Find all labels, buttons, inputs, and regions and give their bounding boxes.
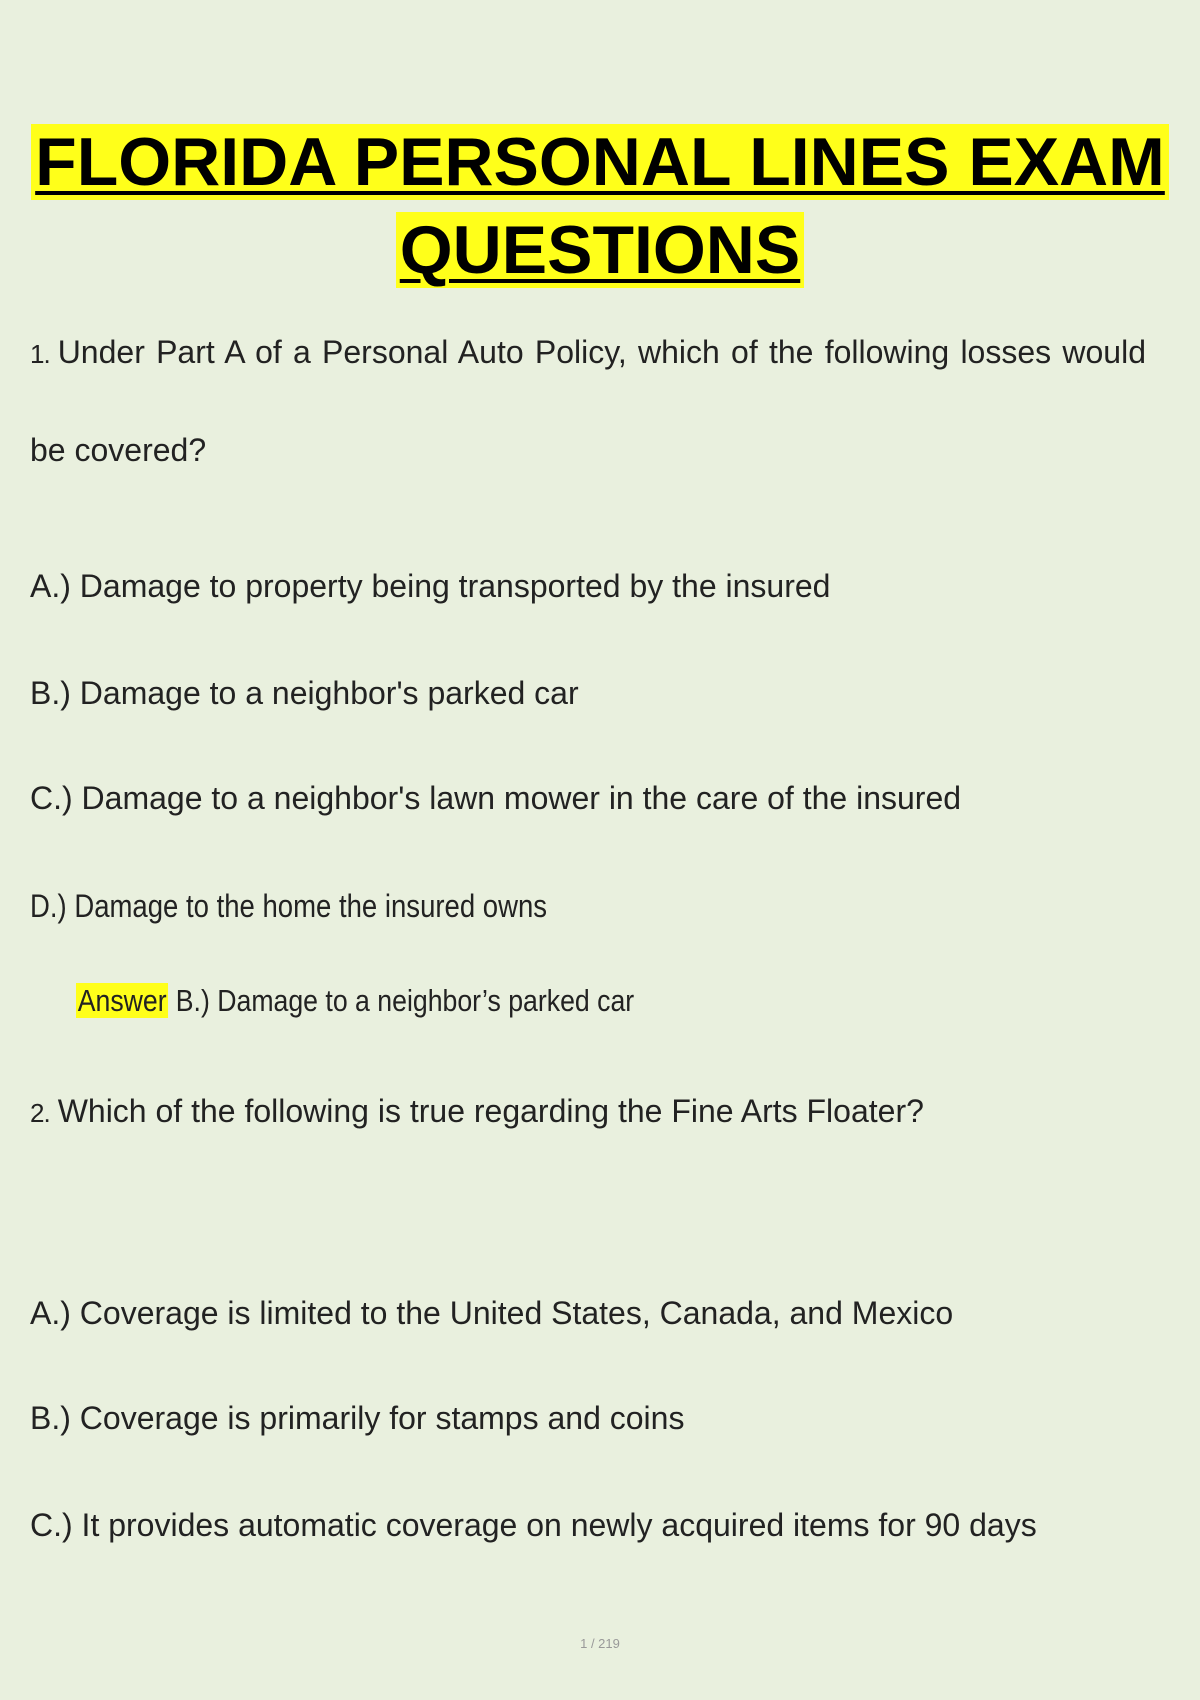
question-2-option-b: B.) Coverage is primarily for stamps and coins — [30, 1400, 685, 1436]
question-2-option-a: A.) Coverage is limited to the United States, Canada, and Mexico — [30, 1295, 954, 1331]
document-title — [0, 118, 1200, 294]
question-1-option-a: A.) Damage to property being transported by the insured — [30, 568, 831, 604]
answer-label: Answer — [77, 983, 167, 1018]
title-line-1: FLORIDA PERSONAL LINES EXAM — [31, 124, 1169, 200]
question-2-option-c: C.) It provides automatic coverage on newly acquired items for 90 days — [30, 1507, 1037, 1543]
question-1-text-line-2: be covered? — [30, 432, 207, 468]
title-line-2: QUESTIONS — [396, 212, 805, 288]
question-1-text-line-1: 1. Under Part A of a Personal Auto Policy, which of the following losses would — [30, 334, 1146, 370]
question-1-option-d: D.) Damage to the home the insured owns — [30, 888, 548, 924]
question-2-text: 2. Which of the following is true regarding the Fine Arts Floater? — [30, 1093, 924, 1129]
page-number: 1 / 219 — [580, 1636, 620, 1651]
question-2-number: 2. — [30, 1098, 50, 1128]
question-1-answer — [76, 981, 725, 1021]
question-1-option-c: C.) Damage to a neighbor's lawn mower in the care of the insured — [30, 780, 962, 816]
answer-text: B.) Damage to a neighbor’s parked car — [175, 983, 635, 1018]
question-1-option-b: B.) Damage to a neighbor's parked car — [30, 675, 579, 711]
question-1-number: 1. — [30, 339, 50, 369]
